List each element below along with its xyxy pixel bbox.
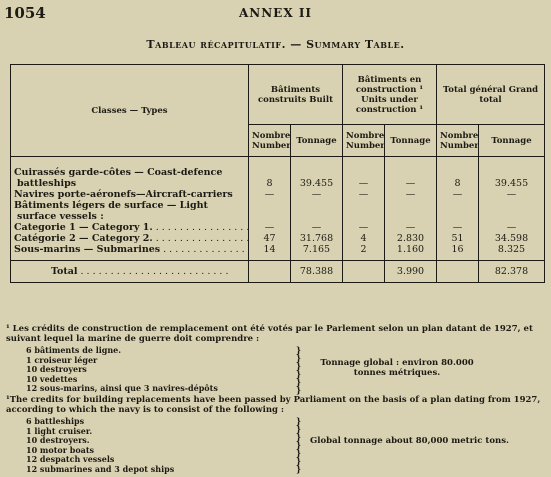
cell-total-number: 16 xyxy=(437,244,479,255)
table-row xyxy=(11,189,545,200)
list-item: 10 motor boats xyxy=(26,444,95,455)
header-classes: Classes — Types xyxy=(11,65,249,157)
list-item: 1 croiseur léger xyxy=(26,354,98,365)
cell-total-number: — xyxy=(437,189,479,200)
cell-built-number: — xyxy=(249,189,291,200)
header-number: Nombre Number xyxy=(343,125,385,157)
table-row xyxy=(11,211,545,222)
cell-under-number: — xyxy=(343,189,385,200)
header-number: Nombre Number xyxy=(437,125,479,157)
cell-under-tonnage xyxy=(385,200,437,211)
cell-total-number xyxy=(437,211,479,222)
cell-total-tonnage: — xyxy=(479,189,545,200)
total-under-tonnage: 3.990 xyxy=(385,261,437,283)
list-item: 10 destroyers xyxy=(26,364,87,375)
list-item: 6 bâtiments de ligne. xyxy=(26,345,122,355)
row-label: Navires porte-aéronefs—Aircraft-carriers xyxy=(14,188,233,200)
cell-built-number xyxy=(249,211,291,222)
cell-total-tonnage xyxy=(479,200,545,211)
header-tonnage: Tonnage xyxy=(291,125,343,157)
table-row xyxy=(11,178,545,189)
cell-built-tonnage xyxy=(291,200,343,211)
list-item: 6 battleships xyxy=(26,416,85,426)
cell-total-tonnage: 39.455 xyxy=(479,178,545,189)
summary-table xyxy=(10,64,545,283)
list-item: 12 submarines and 3 depot ships xyxy=(26,463,175,474)
cell-under-tonnage xyxy=(385,167,437,178)
header-built: Bâtiments construits Built xyxy=(249,65,343,125)
total-row xyxy=(11,261,545,283)
cell-total-tonnage: 8.325 xyxy=(479,244,545,255)
footnote-fr-list xyxy=(26,346,218,394)
cell-total-tonnage xyxy=(479,211,545,222)
cell-under-tonnage: 2.830 xyxy=(385,233,437,244)
cell-under-number xyxy=(343,167,385,178)
list-item: 1 light cruiser. xyxy=(26,425,93,436)
list-item: 12 despatch vessels xyxy=(26,454,115,465)
cell-total-number: — xyxy=(437,222,479,233)
cell-total-number: 8 xyxy=(437,178,479,189)
cell-under-number: — xyxy=(343,178,385,189)
list-item: 12 sous-marins, ainsi que 3 navires-dépôts xyxy=(26,383,218,394)
cell-under-number: — xyxy=(343,222,385,233)
row-label: Bâtiments légers de surface — Light xyxy=(14,199,208,211)
cell-total-tonnage xyxy=(479,167,545,178)
cell-under-number: 2 xyxy=(343,244,385,255)
cell-total-number: 51 xyxy=(437,233,479,244)
cell-under-number: 4 xyxy=(343,233,385,244)
cell-built-tonnage xyxy=(291,211,343,222)
row-label: Sous-marins — Submarines . . . xyxy=(11,244,249,255)
header-tonnage: Tonnage xyxy=(479,125,545,157)
table-row xyxy=(11,233,545,244)
cell-built-tonnage: 39.455 xyxy=(291,178,343,189)
header-row-groups xyxy=(11,65,545,125)
list-item: 10 vedettes xyxy=(26,373,78,384)
cell-built-tonnage: — xyxy=(291,222,343,233)
cell-built-number: 14 xyxy=(249,244,291,255)
row-label: Catégorie 2 — Category 2. . . . xyxy=(11,233,249,244)
cell-total-number xyxy=(437,200,479,211)
row-label: surface vessels : xyxy=(17,210,104,222)
total-built-tonnage: 78.388 xyxy=(291,261,343,283)
cell-built-tonnage: 31.768 xyxy=(291,233,343,244)
header-number: Nombre Number xyxy=(249,125,291,157)
brace-icon: } } } } } } xyxy=(296,345,302,395)
total-label: Total . . . xyxy=(11,261,249,283)
table-row xyxy=(11,244,545,255)
table-row xyxy=(11,167,545,178)
cell-under-number xyxy=(343,200,385,211)
cell-total-tonnage: — xyxy=(479,222,545,233)
footnote-en-intro: ¹The credits for building replacements have been passed by Parliament on the basis of a plan dating from 1927, according to which the navy is to consist of the following : xyxy=(6,395,541,415)
brace-icon: } } } } } } } xyxy=(296,416,302,474)
cell-built-number xyxy=(249,200,291,211)
annex-heading: ANNEX II xyxy=(238,6,313,20)
cell-under-tonnage: — xyxy=(385,178,437,189)
cell-built-number: 8 xyxy=(249,178,291,189)
footnote-fr-note: Tonnage global : environ 80.000 tonnes métriques. xyxy=(320,358,474,378)
cell-under-tonnage xyxy=(385,211,437,222)
cell-under-number xyxy=(343,211,385,222)
row-label: Cuirassés garde-côtes — Coast-defence xyxy=(14,166,223,178)
cell-built-tonnage: 7.165 xyxy=(291,244,343,255)
cell-under-tonnage: — xyxy=(385,189,437,200)
cell-built-number xyxy=(249,167,291,178)
cell-under-tonnage: 1.160 xyxy=(385,244,437,255)
footnote-fr-intro: ¹ Les crédits de construction de remplacement ont été votés par le Parlement selon un plan datant de 1927, et suivant lequel la marine de guerre doit comprendre : xyxy=(6,324,533,344)
header-under-construction: Bâtiments en construction ¹ Units under construction ¹ xyxy=(343,65,437,125)
table-title: Tableau récapitulatif. — Summary Table. xyxy=(146,38,405,51)
header-tonnage: Tonnage xyxy=(385,125,437,157)
table-row xyxy=(11,200,545,211)
cell-total-number xyxy=(437,167,479,178)
cell-built-number: — xyxy=(249,222,291,233)
list-item: 10 destroyers. xyxy=(26,435,90,446)
cell-built-tonnage xyxy=(291,167,343,178)
cell-under-tonnage: — xyxy=(385,222,437,233)
row-label: battleships xyxy=(17,177,77,189)
cell-total-tonnage: 34.598 xyxy=(479,233,545,244)
page-number: 1054 xyxy=(4,4,46,22)
footnote-en-note: Global tonnage about 80,000 metric tons. xyxy=(310,436,509,446)
row-label: Categorie 1 — Category 1. . . . xyxy=(11,222,249,233)
cell-built-tonnage: — xyxy=(291,189,343,200)
header-grand-total: Total général Grand total xyxy=(437,65,545,125)
table-row xyxy=(11,222,545,233)
footnote-en-list xyxy=(26,417,174,475)
total-grand-tonnage: 82.378 xyxy=(479,261,545,283)
cell-built-number: 47 xyxy=(249,233,291,244)
